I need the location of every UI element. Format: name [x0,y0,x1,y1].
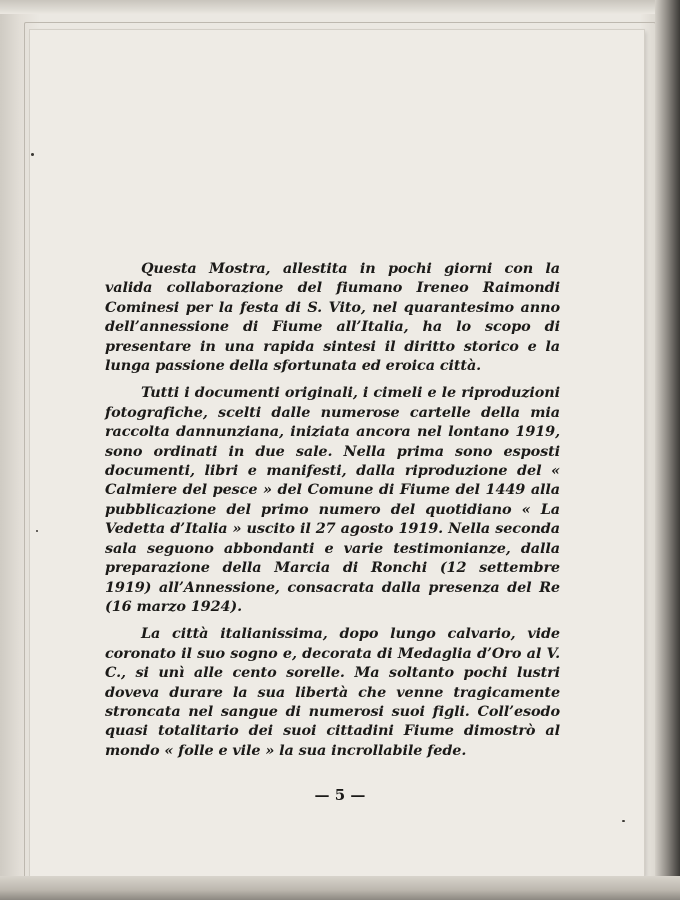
scan-bottom-band [0,876,680,900]
scan-speck [36,530,38,532]
scan-top-band [0,0,680,14]
show-through-text [110,95,590,121]
paragraph-documents: Tutti i documenti originali, i cimeli e le riproduzioni fotografiche, scelti dalle numerose cartelle della mia raccolta dannunziana, iniziata ancora nel lontano 1919, sono ordinati in due sale. Nella prima sono esposti documenti, libri e manifesti, dalla riproduzione del « Calmiere del pesce » del Comune di Fiume del 1449 alla pubblicazione del primo numero del quotidiano « La Vedetta d’Italia » uscito il 27 agosto 1919. Nella seconda sala seguono abbondanti e varie testimonianze, dalla preparazione della Marcia di Ronchi (12 settembre 1919) all’Annessione, consacrata dalla presenza del Re (16 marzo 1924). [105,384,560,615]
paragraph-city: La città italianissima, dopo lungo calvario, vide coronato il suo sogno e, decorata di Medaglia d’Oro al V. C., si unì alle cento sorelle. Ma soltanto pochi lustri doveva durare la sua libertà che venne tragicamente stroncata nel sangue di numerosi suoi figli. Coll’esodo quasi totalitario dei suoi cittadini Fiume dimostrò al mondo « folle e vile » la sua incrollabile fede. [105,625,560,759]
paragraph-intro: Questa Mostra, allestita in pochi giorni con la valida collaborazione del fiumano Ireneo Raimondi Cominesi per la festa di S. Vito, nel quarantesimo anno dell’annessione di Fiume all’Italia, ha lo scopo di presentare in una rapida sintesi il diritto storico e la lunga passione della sfortunata ed eroica città. [105,260,560,375]
page-number: — 5 — [314,786,366,804]
body-text [105,259,560,760]
scan-speck [31,153,34,156]
scan-right-edge [655,0,680,900]
scan-speck [622,820,625,822]
